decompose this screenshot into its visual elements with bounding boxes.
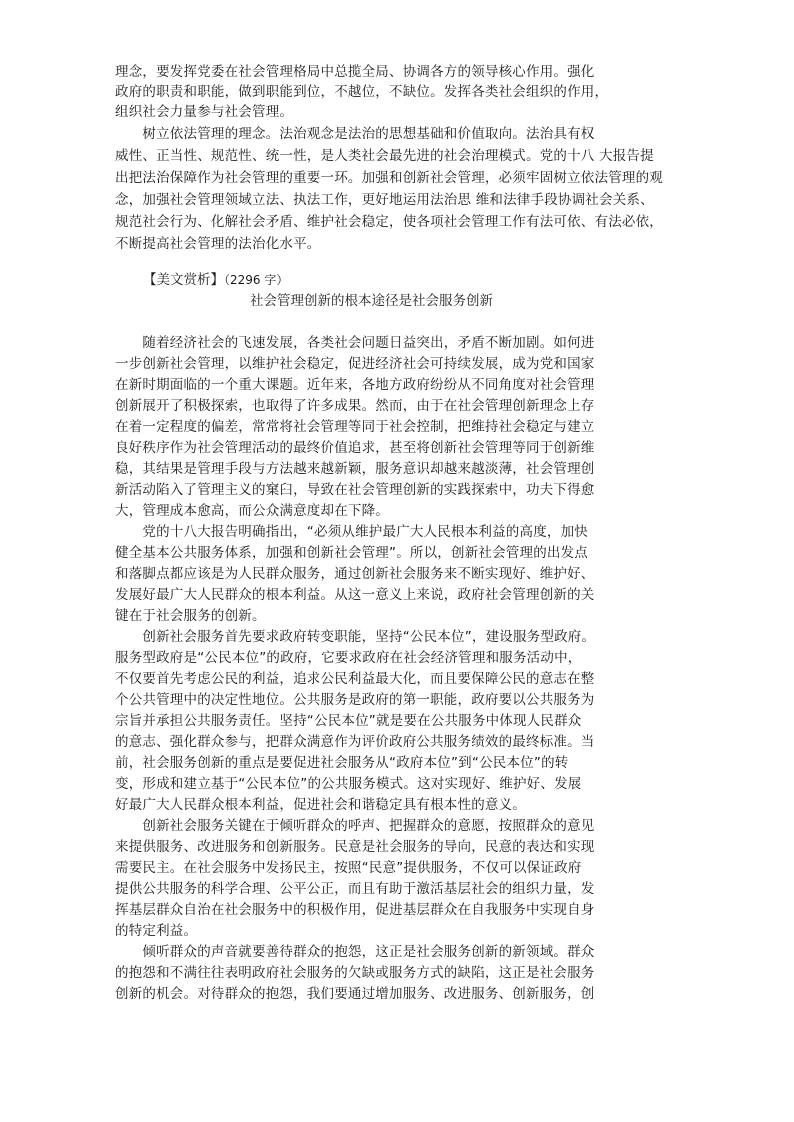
text-line: 好最广大人民群众根本利益，促进社会和谐稳定具有根本性的意义。	[115, 797, 526, 813]
essay-label-row	[143, 270, 288, 290]
text-line: 的特定利益。	[115, 923, 198, 939]
text-line: 稳，其结果是管理手段与方法越来越新颖，服务意识却越来越淡薄，社会管理创	[115, 461, 595, 477]
text-line: 来提供服务、改进服务和创新服务。民意是社会服务的导向，民意的表达和实现	[115, 839, 595, 855]
text-line: 党的十八大报告明确指出，“必须从维护最广大人民根本利益的高度，加快	[115, 524, 588, 540]
text-line: 需要民主。在社会服务中发扬民主，按照“民意”提供服务，不仅可以保证政府	[115, 860, 582, 876]
text-line: 念，加强社会管理领域立法、执法工作，更好地运用法治思 维和法律手段协调社会关系、	[115, 192, 654, 208]
text-line: 威性、正当性、规范性、统一性，是人类社会最先进的社会治理模式。党的十八 大报告提	[115, 148, 654, 164]
text-line: 政府的职责和职能，做到职能到位，不越位，不缺位。发挥各类社会组织的作用，	[115, 84, 609, 100]
text-line: 健全基本公共服务体系，加强和创新社会管理”。所以，创新社会管理的出发点	[115, 545, 588, 561]
text-line: 理念，要发挥党委在社会管理格局中总揽全局、协调各方的领导核心作用。强化	[115, 64, 595, 80]
text-line: 个公共管理中的决定性地位。公共服务是政府的第一职能，政府要以公共服务为	[115, 692, 595, 708]
text-line: 服务型政府是“公民本位”的政府，它要求政府在社会经济管理和服务活动中，	[115, 650, 582, 666]
essay-label: 【美文赏析】	[143, 272, 224, 288]
text-line: 的意志、强化群众参与，把群众满意作为评价政府公共服务绩效的最终标准。当	[115, 734, 595, 750]
text-line: 和落脚点都应该是为人民群众服务，通过创新社会服务来不断实现好、维护好、	[115, 566, 595, 582]
text-line: 发展好最广大人民群众的根本利益。从这一意义上来说，政府社会管理创新的关	[115, 587, 595, 603]
text-line: 倾听群众的声音就要善待群众的抱怨，这正是社会服务创新的新领域。群众	[115, 944, 595, 960]
text-line: 的抱怨和不满往往表明政府社会服务的欠缺或服务方式的缺陷，这正是社会服务	[115, 965, 595, 981]
text-line: 不断提高社会管理的法治化水平。	[115, 236, 321, 252]
text-line: 一步创新社会管理，以维护社会稳定，促进经济社会可持续发展，成为党和国家	[115, 356, 595, 372]
text-line: 大，管理成本愈高，而公众满意度却在下降。	[115, 503, 389, 519]
text-line: 前，社会服务创新的重点是要促进社会服务从“政府本位”到“公民本位”的转	[115, 755, 569, 771]
text-line: 提供公共服务的科学合理、公平公正，而且有助于激活基层社会的组织力量，发	[115, 881, 595, 897]
text-line: 创新的机会。对待群众的抱怨，我们要通过增加服务、改进服务、创新服务，创	[115, 986, 595, 1002]
text-line: 变，形成和建立基于“公民本位”的公共服务模式。这对实现好、维护好、发展	[115, 776, 582, 792]
text-line: 新活动陷入了管理主义的窠臼，导致在社会管理创新的实践探索中，功夫下得愈	[115, 482, 595, 498]
text-line: 组织社会力量参与社会管理。	[115, 104, 294, 120]
essay-title: 社会管理创新的根本途径是社会服务创新	[250, 293, 493, 309]
text-line: 键在于社会服务的创新。	[115, 608, 266, 624]
text-line: 规范社会行为、化解社会矛盾、维护社会稳定，使各项社会管理工作有法可依、有法必依，	[115, 214, 663, 230]
essay-wordcount: （2296 字）	[224, 273, 289, 287]
text-line: 随着经济社会的飞速发展，各类社会问题日益突出，矛盾不断加剧。如何进	[115, 335, 595, 351]
text-line: 不仅要首先考虑公民的利益，追求公民利益最大化，而且要保障公民的意志在整	[115, 671, 595, 687]
text-line: 挥基层群众自治在社会服务中的积极作用，促进基层群众在自我服务中实现自身	[115, 902, 595, 918]
text-line: 在新时期面临的一个重大课题。近年来，各地方政府纷纷从不同角度对社会管理	[115, 377, 595, 393]
text-line: 良好秩序作为社会管理活动的最终价值追求，甚至将创新社会管理等同于创新维	[115, 440, 595, 456]
text-line: 宗旨并承担公共服务责任。坚持“公民本位”就是要在公共服务中体现人民群众	[115, 713, 582, 729]
text-line: 创新社会服务关键在于倾听群众的呼声、把握群众的意愿，按照群众的意见	[115, 818, 595, 834]
text-line: 在着一定程度的偏差，常常将社会管理等同于社会控制，把维持社会稳定与建立	[115, 419, 595, 435]
text-line: 创新展开了积极探索，也取得了许多成果。然而，由于在社会管理创新理念上存	[115, 398, 595, 414]
text-line: 创新社会服务首先要求政府转变职能，坚持“公民本位”，建设服务型政府。	[115, 629, 596, 645]
text-line: 出把法治保障作为社会管理的重要一环。加强和创新社会管理，必须牢固树立依法管理的观	[115, 170, 663, 186]
text-line: 树立依法管理的理念。法治观念是法治的思想基础和价值取向。法治具有权	[115, 126, 595, 142]
